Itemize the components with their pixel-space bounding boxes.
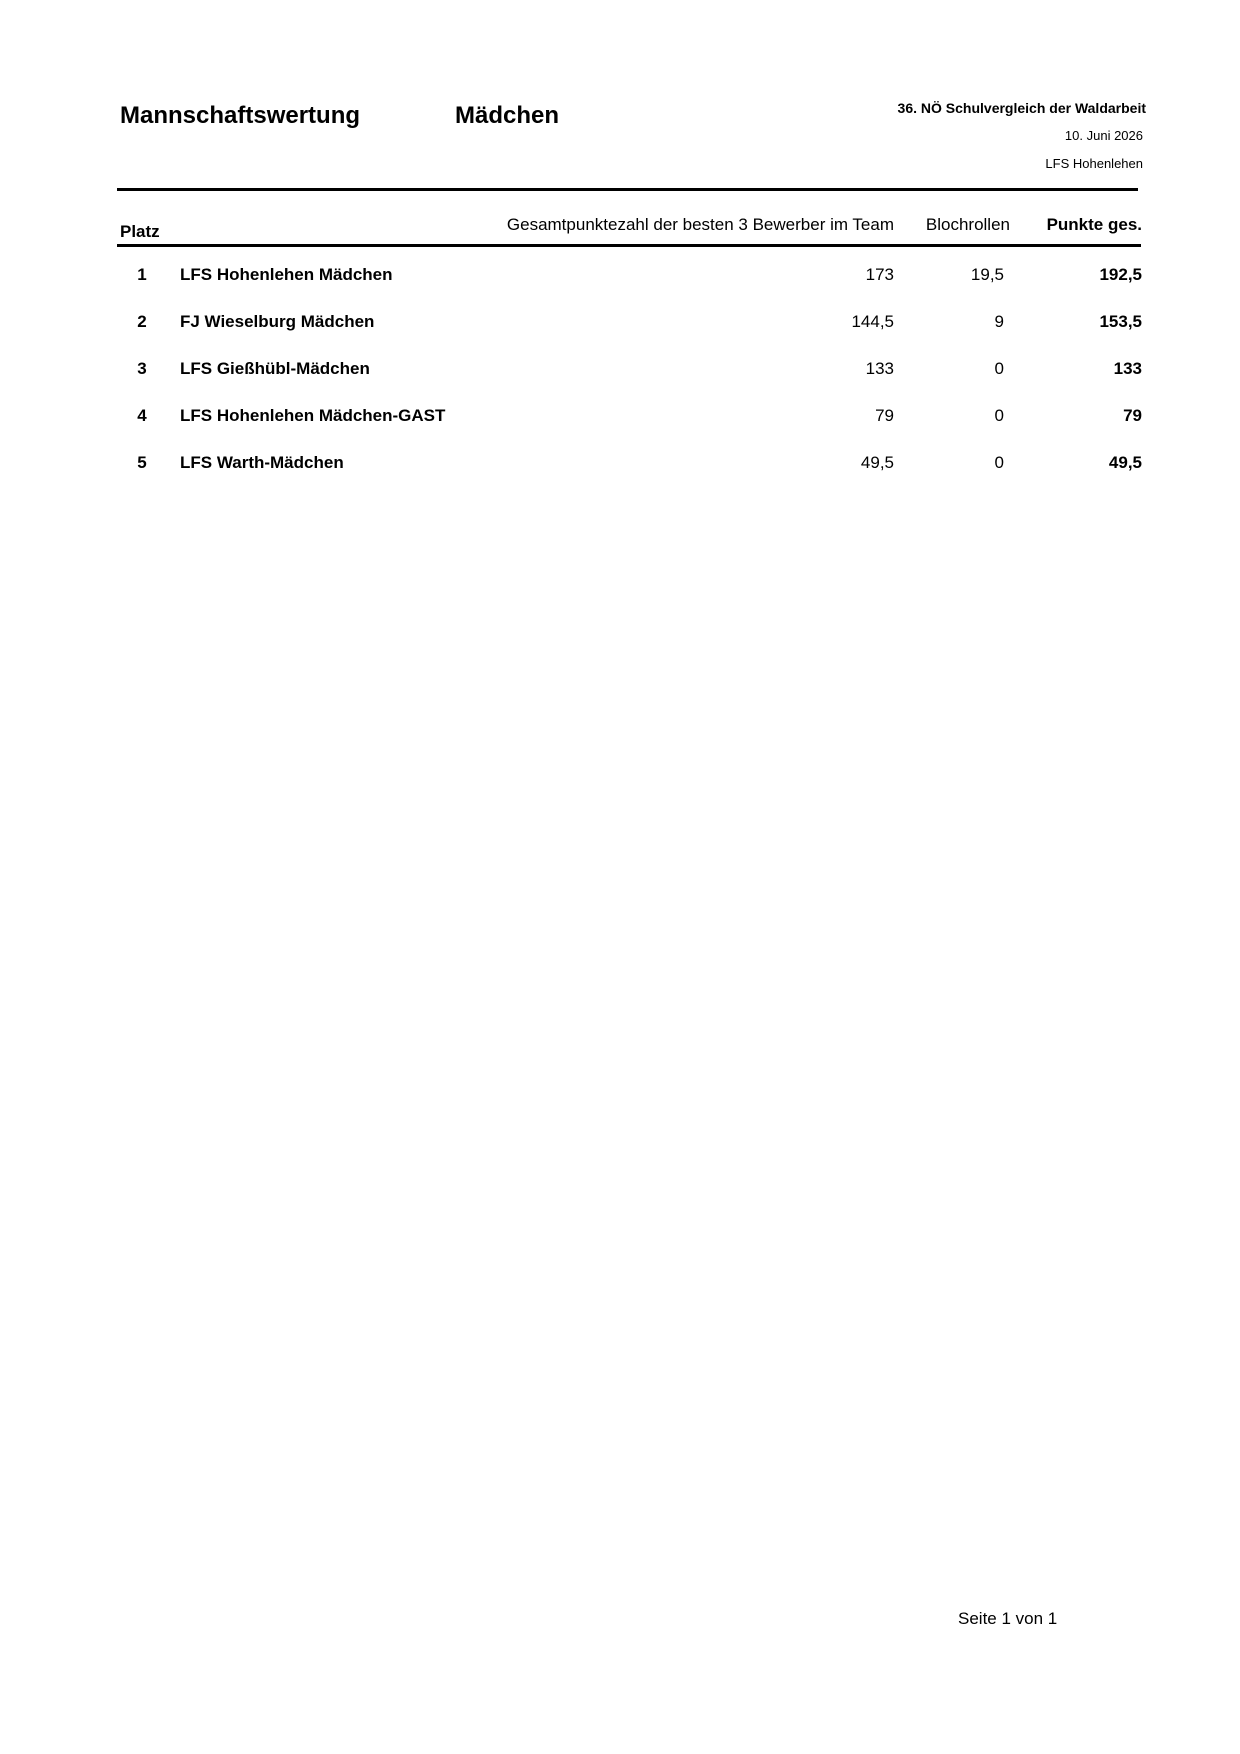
event-date: 10. Juni 2026 [1064,128,1143,143]
total-cell: 133 [1113,359,1142,378]
total-cell: 49,5 [1108,453,1142,472]
best-three-cell: 79 [875,406,894,425]
rank-cell: 1 [137,265,147,284]
team-cell: LFS Warth-Mädchen [180,453,344,472]
column-header-log-rolling: Blochrollen [925,215,1010,234]
column-header-best-three: Gesamtpunktezahl der besten 3 Bewerber im Team [506,215,894,234]
event-info [897,100,1146,172]
total-cell: 192,5 [1099,265,1142,284]
page-title: Mannschaftswertung [120,102,361,129]
team-cell: LFS Hohenlehen Mädchen [180,265,393,284]
log-rolling-cell: 19,5 [970,265,1004,284]
team-cell: LFS Gießhübl-Mädchen [180,359,370,378]
team-cell: LFS Hohenlehen Mädchen-GAST [180,406,446,425]
column-header-rank: Platz [120,222,160,241]
rank-cell: 4 [137,406,147,425]
log-rolling-cell: 9 [994,312,1004,331]
table-row [0,359,1240,385]
rank-cell: 3 [137,359,147,378]
page-number: Seite 1 von 1 [958,1609,1058,1628]
total-cell: 153,5 [1099,312,1142,331]
best-three-cell: 49,5 [860,453,894,472]
event-name: 36. NÖ Schulvergleich der Waldarbeit [897,100,1146,116]
team-cell: FJ Wieselburg Mädchen [180,312,375,331]
header-divider [117,188,1138,191]
table-header-divider [117,244,1141,247]
category-title: Mädchen [455,102,560,129]
log-rolling-cell: 0 [994,359,1004,378]
column-header-total: Punkte ges. [1046,215,1142,234]
total-cell: 79 [1123,406,1142,425]
best-three-cell: 144,5 [851,312,894,331]
rank-cell: 2 [137,312,147,331]
rank-cell: 5 [137,453,147,472]
event-location: LFS Hohenlehen [1045,156,1143,171]
best-three-cell: 133 [865,359,894,378]
table-row [0,312,1240,338]
table-row [0,265,1240,291]
best-three-cell: 173 [865,265,894,284]
table-row [0,406,1240,432]
log-rolling-cell: 0 [994,453,1004,472]
log-rolling-cell: 0 [994,406,1004,425]
table-row [0,453,1240,479]
